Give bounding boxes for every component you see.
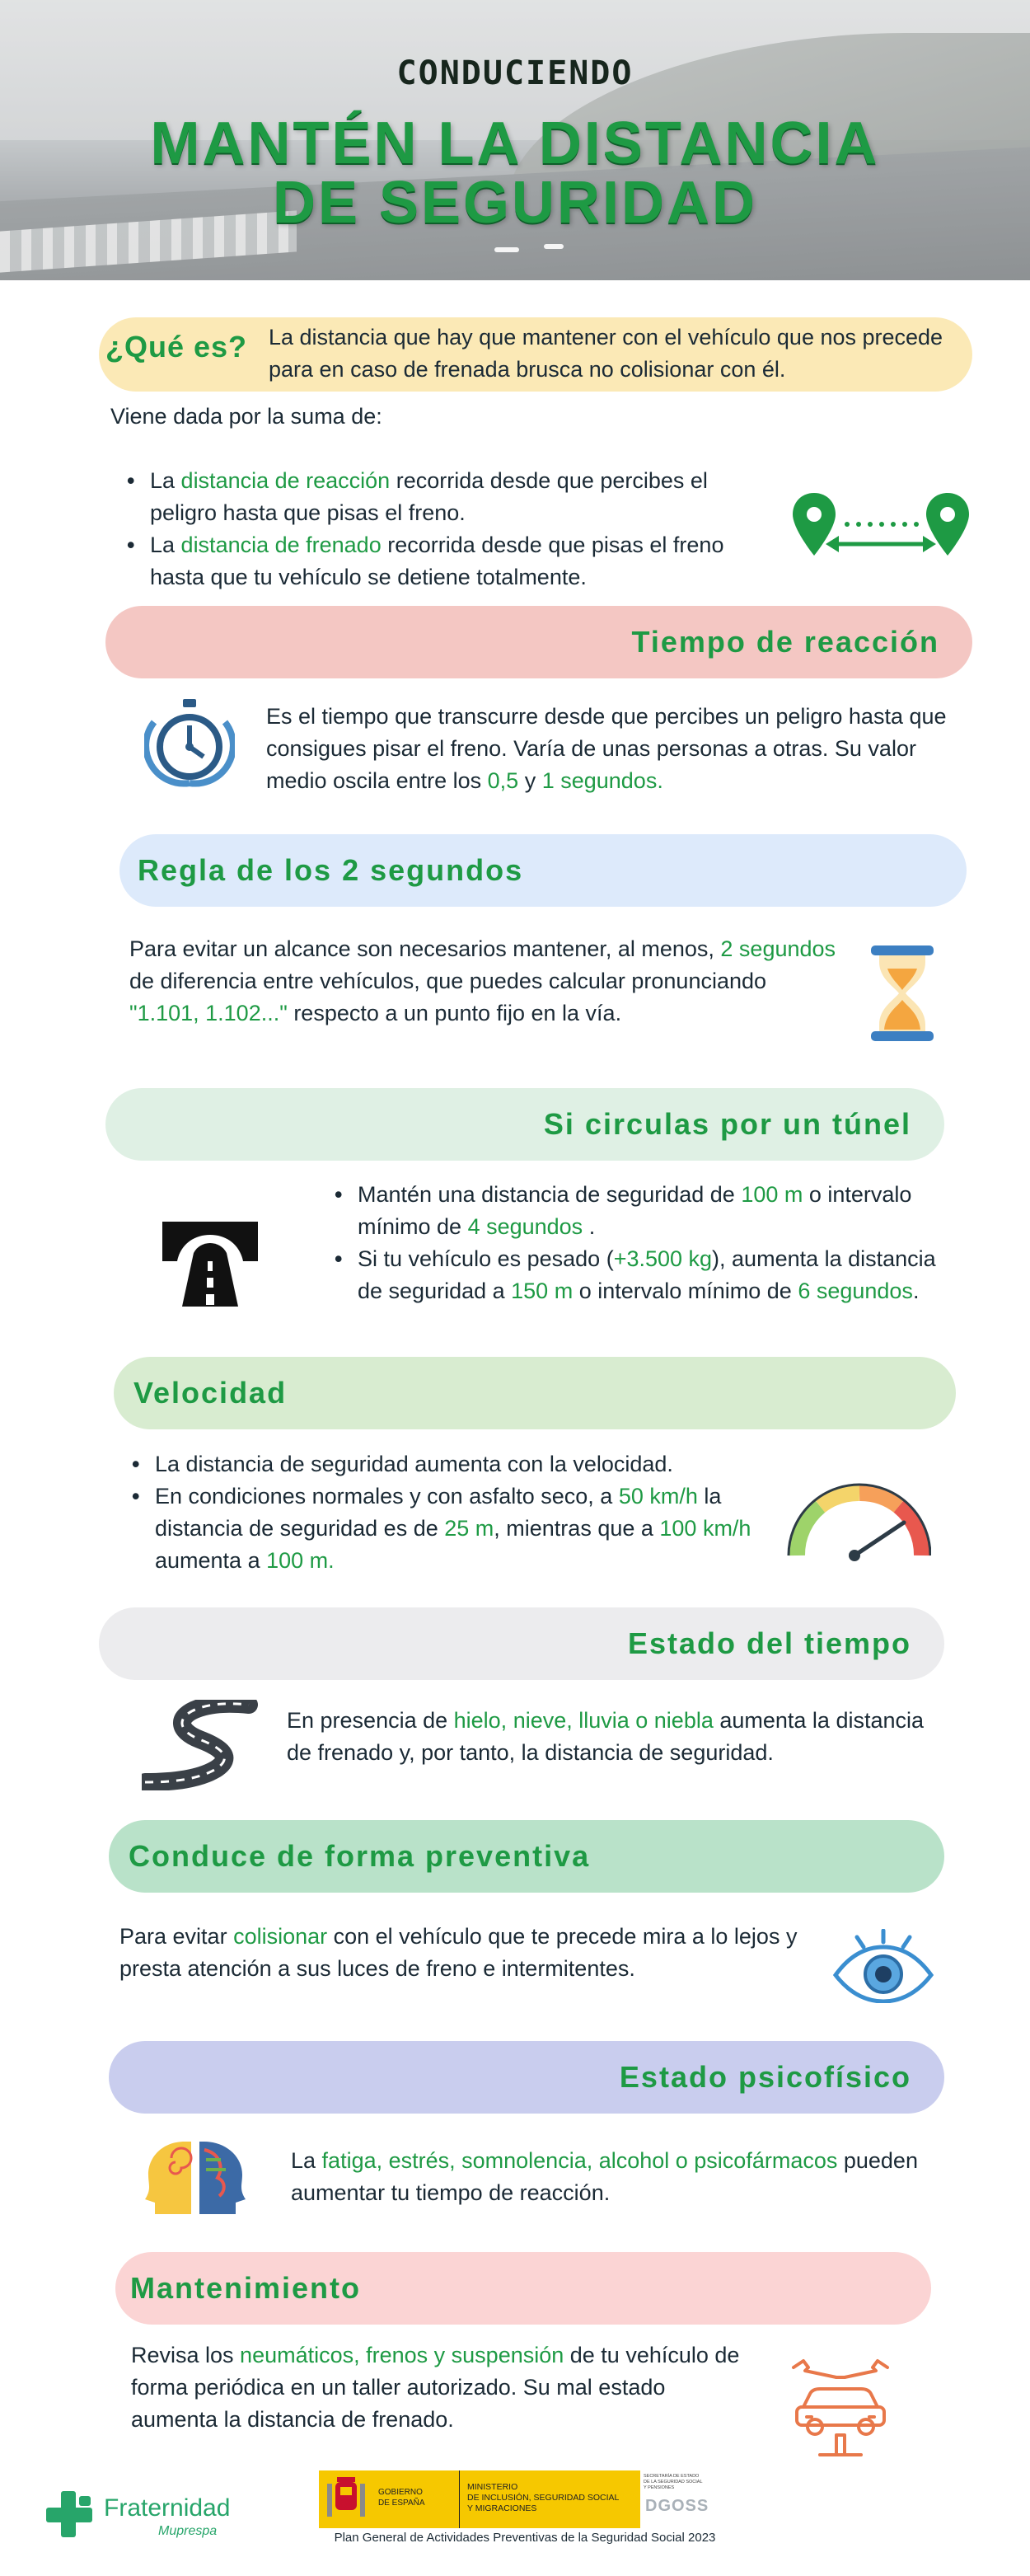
section-heading-tunnel: Si circulas por un túnel <box>105 1088 944 1161</box>
section-heading-maintenance: Mantenimiento <box>115 2252 931 2325</box>
speedometer-icon <box>787 1480 931 1562</box>
sum-intro: Viene dada por la suma de: <box>110 404 382 429</box>
fraternidad-logo <box>43 2489 101 2539</box>
speed-list <box>130 1448 789 1577</box>
brand-subname: Muprespa <box>158 2524 218 2538</box>
section-heading-speed: Velocidad <box>114 1357 956 1429</box>
distance-pins-icon <box>791 491 972 565</box>
header-subtitle: CONDUCIENDO <box>396 54 634 92</box>
secretary-line1: SECRETARÍA DE ESTADO <box>644 2474 700 2479</box>
definition-label: ¿Qué es? <box>105 330 248 364</box>
two-seconds-text: Para evitar un alcance son necesarios mantener, al menos, 2 segundos de diferencia entre vehículos, que puedes calcular pronunciando "1.101, 1.102..." respecto a un punto fijo en la vía. <box>129 936 836 1025</box>
section-heading-two-seconds: Regla de los 2 segundos <box>119 834 967 907</box>
maintenance-text: Revisa los neumáticos, frenos y suspensión de tu vehículo de forma periódica en un taller autorizado. Su mal estado aumenta la distancia de frenado. <box>131 2343 740 2432</box>
government-logo <box>319 2470 709 2528</box>
gov-line2: DE ESPAÑA <box>378 2499 425 2508</box>
weather-text: En presencia de hielo, nieve, lluvia o niebla aumenta la distancia de frenado y, por tanto, la distancia de seguridad. <box>287 1708 925 1765</box>
secretary-line2: DE LA SEGURIDAD SOCIAL <box>644 2480 703 2485</box>
section-heading-psychophysical: Estado psicofísico <box>109 2041 944 2114</box>
section-heading-weather: Estado del tiempo <box>99 1607 944 1680</box>
gov-line1: GOBIERNO <box>378 2488 423 2497</box>
hourglass-icon <box>869 944 935 1043</box>
header-title-line1: MANTÉN LA DISTANCIA <box>150 110 880 176</box>
section-heading-preventive: Conduce de forma preventiva <box>109 1820 944 1893</box>
eye-icon <box>832 1929 935 2003</box>
preventive-text: Para evitar colisionar con el vehículo que te precede mira a lo lejos y presta atención a sus luces de freno e intermitentes. <box>119 1924 798 1981</box>
list-item: • La distancia de frenado recorrida desde que pisas el freno hasta que tu vehículo se detiene totalmente. <box>125 529 776 594</box>
ministry-line3: Y MIGRACIONES <box>467 2503 537 2513</box>
list-item: • La distancia de seguridad aumenta con la velocidad. <box>130 1448 789 1480</box>
list-item: • Mantén una distancia de seguridad de 100 m o intervalo mínimo de 4 segundos . <box>333 1179 959 1243</box>
definition-text: La distancia que hay que mantener con el vehículo que nos precede para en caso de frenada brusca no colisionar con él. <box>269 325 943 382</box>
coat-of-arms-icon <box>324 2475 368 2523</box>
list-item: • En condiciones normales y con asfalto seco, a 50 km/h la distancia de seguridad es de 25 m, mientras que a 100 km/h aumenta a 100 m. <box>130 1480 789 1577</box>
reaction-text: Es el tiempo que transcurre desde que percibes un peligro hasta que consigues pisar el freno. Varía de unas personas a otras. Su valor medio oscila entre los 0,5 y 1 segundos. <box>266 704 947 793</box>
section-heading-reaction: Tiempo de reacción <box>105 606 972 678</box>
stopwatch-icon <box>144 697 235 788</box>
ministry-line2: DE INCLUSIÓN, SEGURIDAD SOCIAL <box>467 2493 620 2503</box>
header-banner <box>0 0 1030 280</box>
ministry-line1: MINISTERIO <box>467 2482 518 2492</box>
psychophysical-text: La fatiga, estrés, somnolencia, alcohol o psicofármacos pueden aumentar tu tiempo de reacción. <box>291 2148 918 2205</box>
secretary-line3: Y PENSIONES <box>644 2485 675 2490</box>
tunnel-list <box>333 1179 959 1307</box>
heads-icon <box>140 2138 251 2217</box>
plan-caption: Plan General de Actividades Preventivas de la Seguridad Social 2023 <box>334 2531 716 2545</box>
tunnel-icon <box>161 1220 260 1307</box>
sum-list <box>125 465 776 594</box>
dgoss-logo: DGOSS <box>645 2497 709 2515</box>
list-item: • Si tu vehículo es pesado (+3.500 kg), aumenta la distancia de seguridad a 150 m o intervalo mínimo de 6 segundos. <box>333 1243 959 1307</box>
brand-name: Fraternidad <box>104 2494 231 2522</box>
car-lift-icon <box>787 2358 894 2465</box>
list-item: • La distancia de reacción recorrida desde que percibes el peligro hasta que pisas el freno. <box>125 465 776 529</box>
curved-road-icon <box>142 1700 261 1790</box>
header-title-line2: DE SEGURIDAD <box>272 170 758 236</box>
